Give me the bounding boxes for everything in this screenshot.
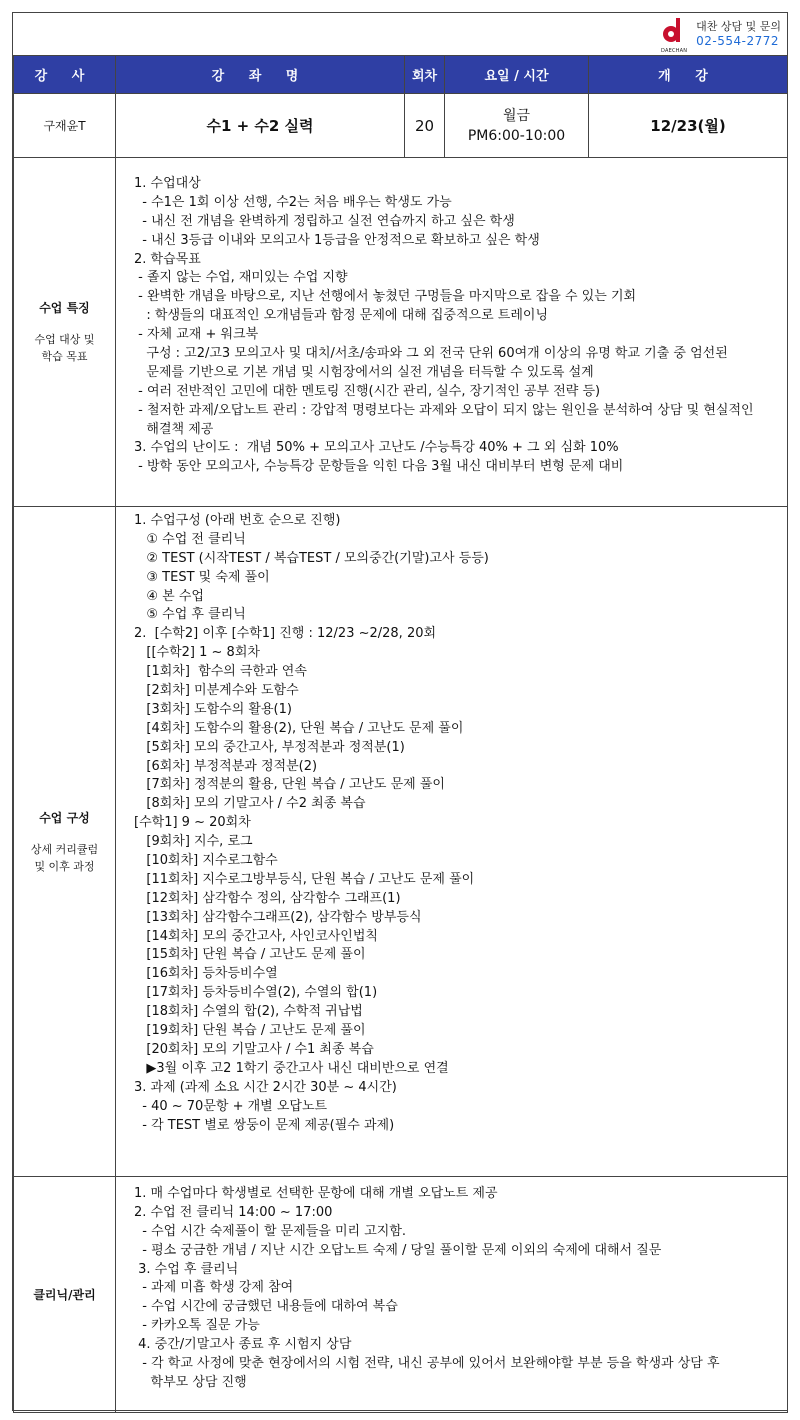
section-label: 수업 특징 (39, 301, 90, 315)
section-content-features (116, 158, 788, 507)
content-line: - 졸지 않는 수업, 재미있는 수업 지향 (134, 270, 348, 286)
course-table (13, 55, 788, 1413)
content-line: [1회차] 함수의 극한과 연속 (134, 664, 307, 680)
instructor-name: 구재윤T (14, 94, 116, 158)
brand-block (658, 13, 787, 55)
content-line: [19회차] 단원 복습 / 고난도 문제 풀이 (134, 1023, 366, 1039)
start-date: 12/23(월) (589, 94, 788, 158)
schedule-cell (445, 94, 589, 158)
content-line: [2회차] 미분계수와 도함수 (134, 683, 299, 699)
content-line: [4회차] 도함수의 활용(2), 단원 복습 / 고난도 문제 풀이 (134, 720, 464, 736)
content-line: [18회차] 수열의 합(2), 수학적 귀납법 (134, 1004, 363, 1020)
section-sublabel: 및 이후 과정 (34, 859, 95, 873)
header-schedule: 요일 / 시간 (445, 56, 589, 94)
content-line: [8회차] 모의 기말고사 / 수2 최종 복습 (134, 796, 366, 812)
content-line: [5회차] 모의 중간고사, 부정적분과 정적분(1) (134, 739, 405, 755)
logo-text: DAECHAN (661, 48, 688, 54)
content-line: - 각 학교 사정에 맞춘 현장에서의 시험 전략, 내신 공부에 있어서 보완해야할 부분 등을 학생과 상담 후 (134, 1356, 720, 1372)
content-line: ② TEST (시작TEST / 복습TEST / 모의중간(기말)고사 등등) (134, 550, 489, 566)
section-sublabel: 상세 커리큘럼 (30, 842, 99, 856)
header-instructor: 강 사 (14, 56, 116, 94)
content-line: [10회차] 지수로그함수 (134, 853, 278, 869)
content-line: 1. 매 수업마다 학생별로 선택한 문항에 대해 개별 오답노트 제공 (134, 1186, 498, 1201)
content-line: [6회차] 부정적분과 정적분(2) (134, 758, 318, 774)
content-line: [20회차] 모의 기말고사 / 수1 최종 복습 (134, 1041, 374, 1057)
content-line: 2. 수업 전 클리닉 14:00 ~ 17:00 (134, 1204, 333, 1220)
section-content-clinic (116, 1177, 788, 1413)
content-line: - 여러 전반적인 고민에 대한 멘토링 진행(시간 관리, 실수, 장기적인 공부 전략 등) (134, 383, 601, 399)
content-line: 3. 수업의 난이도 : 개념 50% + 모의고사 고난도 /수능특강 40% + 그 외 심화 10% (134, 440, 619, 456)
content-line: [17회차] 등차등비수열(2), 수열의 합(1) (134, 985, 378, 1001)
content-line: [9회차] 지수, 로그 (134, 834, 253, 850)
content-line: 해결책 제공 (134, 421, 214, 437)
content-line: [7회차] 정적분의 활용, 단원 복습 / 고난도 문제 풀이 (134, 777, 445, 793)
section-label: 클리닉/관리 (33, 1287, 96, 1302)
content-line: : 학생들의 대표적인 오개념들과 함정 문제에 대해 집중적으로 트레이닝 (134, 308, 549, 324)
content-line: - 철저한 과제/오답노트 관리 : 강압적 명령보다는 과제와 오답이 되지 않는 원인을 분석하여 상담 및 현실적인 (134, 402, 754, 418)
content-line: [3회차] 도함수의 활용(1) (134, 701, 292, 717)
daechan-logo (658, 16, 690, 52)
content-line: 학부모 상담 진행 (134, 1374, 247, 1390)
content-line: [[수학2] 1 ~ 8회차 (134, 645, 260, 661)
content-line: - 각 TEST 별로 쌍둥이 문제 제공(필수 과제) (134, 1117, 395, 1133)
content-line: [11회차] 지수로그방부등식, 단원 복습 / 고난도 문제 풀이 (134, 871, 475, 887)
content-line: ④ 본 수업 (134, 588, 204, 604)
section-label: 수업 구성 (39, 810, 90, 825)
content-line: [15회차] 단원 복습 / 고난도 문제 풀이 (134, 947, 366, 963)
phone-number[interactable]: 02-554-2772 (696, 34, 779, 48)
content-line: ▶3월 이후 고2 1학기 중간고사 내신 대비반으로 연결 (134, 1060, 449, 1076)
content-line: 구성 : 고2/고3 모의고사 및 대치/서초/송파와 그 외 전국 단위 60여개 이상의 유명 학교 기출 중 엄선된 (134, 346, 728, 362)
content-line: - 카카오톡 질문 가능 (134, 1318, 260, 1334)
content-line: 문제를 기반으로 기본 개념 및 시험장에서의 실전 개념을 터득할 수 있도록 설계 (134, 364, 594, 380)
content-line: 1. 수업대상 (134, 176, 201, 191)
content-line: - 40 ~ 70문항 + 개별 오답노트 (134, 1098, 328, 1114)
section-sublabel: 학습 목표 (41, 350, 88, 363)
content-line: 1. 수업구성 (아래 번호 순으로 진행) (134, 513, 341, 528)
section-content-structure (116, 507, 788, 1177)
content-line: - 내신 3등급 이내와 모의고사 1등급을 안정적으로 확보하고 싶은 학생 (134, 232, 540, 248)
content-line: 3. 수업 후 클리닉 (134, 1261, 239, 1277)
content-line: [16회차] 등차등비수열 (134, 966, 278, 982)
section-sublabel: 수업 대상 및 (34, 333, 95, 346)
section-label-structure (14, 507, 116, 1177)
course-name: 수1 + 수2 실력 (116, 94, 405, 158)
content-line: - 수업 시간에 궁금했던 내용들에 대하여 복습 (134, 1299, 398, 1315)
content-line: - 평소 궁금한 개념 / 지난 시간 오답노트 숙제 / 당일 풀이할 문제 이외의 숙제에 대해서 질문 (134, 1242, 662, 1258)
content-line: ③ TEST 및 숙제 풀이 (134, 569, 270, 585)
content-line: - 수업 시간 숙제풀이 할 문제들을 미리 고지함. (134, 1223, 407, 1239)
schedule-time: PM6:00-10:00 (467, 127, 566, 144)
content-line: [수학1] 9 ~ 20회차 (134, 815, 251, 831)
session-count: 20 (405, 94, 445, 158)
section-label-clinic (14, 1177, 116, 1413)
content-line: [13회차] 삼각함수그래프(2), 삼각함수 방부등식 (134, 909, 422, 925)
header-course: 강 좌 명 (116, 56, 405, 94)
content-line: - 과제 미흡 학생 강제 참여 (134, 1280, 294, 1296)
flyer-frame (12, 12, 788, 1411)
content-line: 2. 학습목표 (134, 251, 201, 267)
consult-label: 대찬 상담 및 문의 (696, 20, 781, 33)
header-sessions: 회차 (405, 56, 445, 94)
content-line: 3. 과제 (과제 소요 시간 2시간 30분 ~ 4시간) (134, 1079, 397, 1095)
content-line: - 수1은 1회 이상 선행, 수2는 처음 배우는 학생도 가능 (134, 194, 452, 210)
content-line: 2. [수학2] 이후 [수학1] 진행 : 12/23 ~2/28, 20회 (134, 626, 437, 642)
content-line: ⑤ 수업 후 클리닉 (134, 607, 246, 623)
content-line: ① 수업 전 클리닉 (134, 531, 246, 547)
content-line: - 자체 교재 + 워크북 (134, 327, 259, 343)
section-label-features (14, 158, 116, 507)
content-line: [12회차] 삼각함수 정의, 삼각함수 그래프(1) (134, 890, 401, 906)
content-line: - 완벽한 개념을 바탕으로, 지난 선행에서 놓쳤던 구멍들을 마지막으로 잡을 수 있는 기회 (134, 289, 637, 305)
schedule-days: 월금 (502, 107, 531, 124)
content-line: [14회차] 모의 중간고사, 사인코사인법칙 (134, 928, 378, 944)
content-line: - 내신 전 개념을 완벽하게 정립하고 실전 연습까지 하고 싶은 학생 (134, 213, 515, 229)
header-start: 개 강 (589, 56, 788, 94)
content-line: 4. 중간/기말고사 종료 후 시험지 상담 (134, 1337, 352, 1353)
content-line: - 방학 동안 모의고사, 수능특강 문항들을 익힌 다음 3월 내신 대비부터 변형 문제 대비 (134, 459, 624, 475)
